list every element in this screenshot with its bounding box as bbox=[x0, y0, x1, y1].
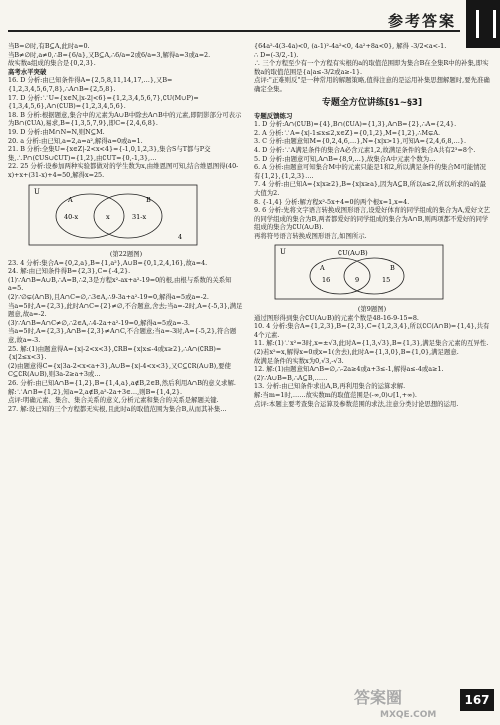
paragraph: 21. B 分析:全集U={x∈Z|-2<x<4}={-1,0,1,2,3},集合S与T都与P交集,∴P∩(∁US∪∁UT)={1,2},由∁UT={0,-1,3},… bbox=[8, 145, 211, 162]
paragraph: (2)∵A∪B=B,∴A⊆B,…… bbox=[254, 373, 328, 382]
paragraph: 7. 4 分析:由已知A={x|x≥2},B={x|x≥a},因为A⊆B,所以a≤2,所以所求的a的最大值为2. bbox=[254, 180, 487, 197]
paragraph: 17. D 分析:∵U={x∈N,|x-2|<6}={1,2,3,4,5,6,7},∁U(M∪P)={1,3,4,5,6},A∩(∁UB)={1,2,3,4,5,6}. bbox=[8, 93, 199, 111]
figure-caption: (第22题图) bbox=[109, 250, 143, 259]
paragraph: 16. D 分析:由已知条件得A={2,5,8,11,14,17,…},又B={1,2,3,4,5,6,7,8},∴A∩B={2,5,8}. bbox=[8, 76, 173, 93]
paragraph: ∴ D=(-3/2,-1). bbox=[254, 50, 299, 59]
page-header bbox=[0, 0, 500, 40]
subsection-title: 专题反馈练习 bbox=[254, 111, 293, 120]
paragraph: 19. D 分析:由M∩N=N,则N⊆M. bbox=[8, 127, 105, 136]
paragraph: 3. C 分析:由题意知M={0,2,4,6,…},N={x|x>1},可知A={2,4,6,8,…}. bbox=[254, 137, 466, 146]
watermark-logo bbox=[350, 683, 460, 721]
paragraph: 10. 4 分析:集合A={1,2,3},B={2,3},C={1,2,3,4},所以∁C(A∩B)={1,4},共有4个元素. bbox=[254, 322, 490, 339]
paragraph: {64a²-4(3-4a)<0, (a-1)²-4a²<0, 4a²+8a<0}, 解得 -3/2<a<-1. bbox=[254, 42, 447, 50]
header-title: 参考答案 bbox=[387, 12, 456, 30]
venn-label-b: B bbox=[390, 264, 395, 273]
venn-region-right: 31-x bbox=[132, 212, 147, 221]
paragraph: 点评:明确元素、集合、集合关系的意义,分析元素和集合的关系是解题关键. bbox=[8, 396, 219, 405]
venn-label-b: B bbox=[146, 195, 151, 204]
venn-diagram-q9 bbox=[274, 244, 444, 300]
venn-label-a: A bbox=[68, 195, 73, 204]
paragraph: 故满足条件的实数x为0,√3,-√3. bbox=[254, 356, 344, 365]
venn-label-u: U bbox=[280, 248, 286, 257]
paragraph: 4. D 分析:∵A满足条件的集合A必含元素1,2,故满足条件的集合A共有2³=8个. bbox=[254, 145, 476, 154]
paragraph: 27. 解:设已知的三个方程都无实根,且此时a的取值范围为集合B,从而其补集… bbox=[8, 404, 227, 413]
set-b-ellipse bbox=[94, 194, 162, 238]
paragraph: 26. 分析:由已知A∩B={1,2},B={1,4,a},a∉B,2∈B,然后利用A∩B的意义求解. bbox=[8, 379, 236, 387]
paragraph: 23. 4 分析:集合A={0,2,a},B={1,a²},A∪B={0,1,2,4,16},故a=4. bbox=[8, 258, 208, 267]
paragraph: (2)若x²=x,解得x=0或x=1(舍去),此时A={1,3,0},B={1,0},满足题意. bbox=[254, 348, 459, 357]
paragraph: (1)∵A∩B=A∪B,∴A=B,∴2,3是方程x²-ax+a²-19=0的根,由根与系数的关系知a=5. bbox=[8, 275, 232, 293]
paragraph: 通过图形得到集合∁U(A∪B)的元素个数是48-16-9-15=8. bbox=[254, 313, 419, 322]
watermark-text: 答案圈 bbox=[354, 688, 403, 707]
paragraph: 当a=5时,A={2,3},此时A∩C={2}≠∅,不合题意,舍去;当a=-2时,A={-5,3},满足题意,故a=-2. bbox=[8, 301, 243, 319]
section-title: 专题全方位讲练[§1~§3] bbox=[321, 97, 423, 108]
paragraph: 解:∵A∩B={1,2},知a=2,a∉B,a²-2a+3∈…,则B={1,4,2}. bbox=[8, 387, 183, 396]
paragraph: 8. {-1,4} 分析:解方程x²-5x+4=0的两个根x=1,x=4. bbox=[254, 197, 410, 206]
paragraph: 25. 解:(1)由题意得A={x|-2<x<3},∁RB={x|x≤-4或x≥2},∴A∩(∁RB)={x|2≤x<3}. bbox=[8, 344, 222, 362]
set-a-ellipse bbox=[310, 258, 370, 294]
paragraph: 当a=5时,A={2,3},A∩B={2,3}≠A∩C,不合题意;当a=-3时,A={-5,2},符合题意,故a=-3. bbox=[8, 327, 237, 345]
paragraph: 11. 解:(1)∵x²=3时,x=±√3,此时A={1,3,√3},B={1,3},满足集合元素的互异性. bbox=[254, 339, 489, 348]
paragraph: 6. A 分析:由题意可知集合M中的元素只能是1和2,所以满足条件的集合M可能情况有{1,2},{1,2,3}…. bbox=[254, 163, 486, 180]
paragraph: 再将符号语言转换成图形语言,如图所示. bbox=[254, 231, 367, 240]
venn-region-middle: x bbox=[106, 212, 110, 221]
subheading: 高考水平突破 bbox=[8, 67, 47, 76]
paragraph: ∴ 三个方程至少有一个方程有实根的a的取值范围即为集合B在全集R中的补集,即实数a的取值范围是{a|a≤-3/2或a≥-1}. bbox=[254, 59, 489, 76]
left-text-block-2 bbox=[8, 259, 244, 414]
paragraph: 点评:本题主要考查集合运算及参数范围的求法,注意分类讨论思想的运用. bbox=[254, 399, 459, 408]
paragraph: 2. A 分析:∵A={x|-1≤x≤2,x∈Z}={0,1,2},M={1,2},∴M⊊A. bbox=[254, 128, 440, 137]
right-column bbox=[254, 42, 490, 682]
venn-label-a: A bbox=[320, 264, 325, 273]
venn-region-middle: 9 bbox=[355, 276, 360, 285]
venn-region-left: 40-x bbox=[64, 212, 79, 221]
paragraph: 13. 分析:由已知条件求出A,B,再利用集合的运算求解. bbox=[254, 382, 406, 391]
left-text-block bbox=[8, 42, 244, 180]
paragraph: 点评:"正难则反"是一种常用的解题策略,值得注意的是运用补集思想解题时,要先准确确定全集。 bbox=[254, 76, 490, 93]
venn-region-left: 16 bbox=[322, 276, 331, 285]
watermark-url: MXQE.COM bbox=[380, 710, 437, 720]
paragraph: 22. 25 分析:设参加两种实验都做对的学生数为x,由维恩图可知,结合维恩图得(40-x)+x+(31-x)+4=50,解得x=25. bbox=[8, 162, 239, 179]
paragraph: (3)∵A∩B=A∩C≠∅,∴2∈A,∴4-2a+a²-19=0,解得a=5或a=-3. bbox=[8, 318, 190, 327]
paragraph: (2)由题意得C={x|3a-2<x<a+3},A∪B={x|-4<x<3},又C⊆∁R(A∪B),要使C⊆∁R(A∪B),则3a-2≥a+3或… bbox=[8, 361, 231, 379]
paragraph: 5. D 分析:由题意可知,A∩B={8,9,…},故集合A中元素个数为… bbox=[254, 154, 436, 163]
page-number: 167 bbox=[460, 689, 494, 711]
left-column bbox=[8, 42, 244, 682]
venn-region-right: 15 bbox=[382, 276, 391, 285]
figure-caption: (第9题图) bbox=[357, 305, 387, 314]
set-b-ellipse bbox=[344, 258, 404, 294]
venn-label-u: U bbox=[34, 187, 40, 196]
venn-label-complement: ∁U(A∪B) bbox=[338, 249, 368, 258]
chapter-tab-icon bbox=[466, 0, 500, 48]
paragraph: (2)∵∅⊊(A∩B),且A∩C=∅,∴3∈A,∴9-3a+a²-19=0,解得a=5或a=-2. bbox=[8, 293, 209, 302]
paragraph: 当B=∅时,有B⊆A,此时a=0. bbox=[8, 42, 90, 50]
venn-diagram-q22 bbox=[28, 184, 198, 246]
paragraph: 12. 解:(1)由题意知A∩B=∅,∴-2a≥4或a+3≤-1,解得a≤-4或a≥1. bbox=[254, 365, 444, 374]
paragraph: 解:当m=1时,……故实数m的取值范围是(-∞,0)∪[1,+∞). bbox=[254, 391, 417, 399]
paragraph: 故实数a组成的集合是{0,2,3}. bbox=[8, 59, 96, 68]
paragraph: 18. B 分析:根据题意,集合中的元素为A∪B中除去A∩B中的元素,即阴影部分可表示为B∩(∁UA),易求,B={1,3,5,7,9},即C={2,4,6,8}. bbox=[8, 110, 242, 128]
paragraph: 当B≠∅时,a≠0,∴B={6/a},又B⊆A,∴6/a=2或6/a=3,解得a=3或a=2. bbox=[8, 50, 211, 59]
paragraph: 24. 解:由已知条件得B={2,3},C={-4,2}. bbox=[8, 267, 131, 276]
paragraph: 1. D 分析:A∩(∁UB)={4},B∩(∁UA)={1,3},A∩B={2},∴A={2,4}. bbox=[254, 120, 457, 129]
venn-region-outside: 4 bbox=[178, 232, 183, 241]
paragraph: 9. 6 分析:先将文字语言转换成图形语言,设爱好体育的同学组成的集合为A,爱好文艺的同学组成的集合为B,两者都爱好的同学组成的集合为A∩B,则两项都不爱好的同学组成的集合为∁U(A∪B). bbox=[254, 206, 490, 232]
paragraph: 20. a 分析:由已知,a=2,a=a²,解得a=0或a=1. bbox=[8, 136, 143, 145]
